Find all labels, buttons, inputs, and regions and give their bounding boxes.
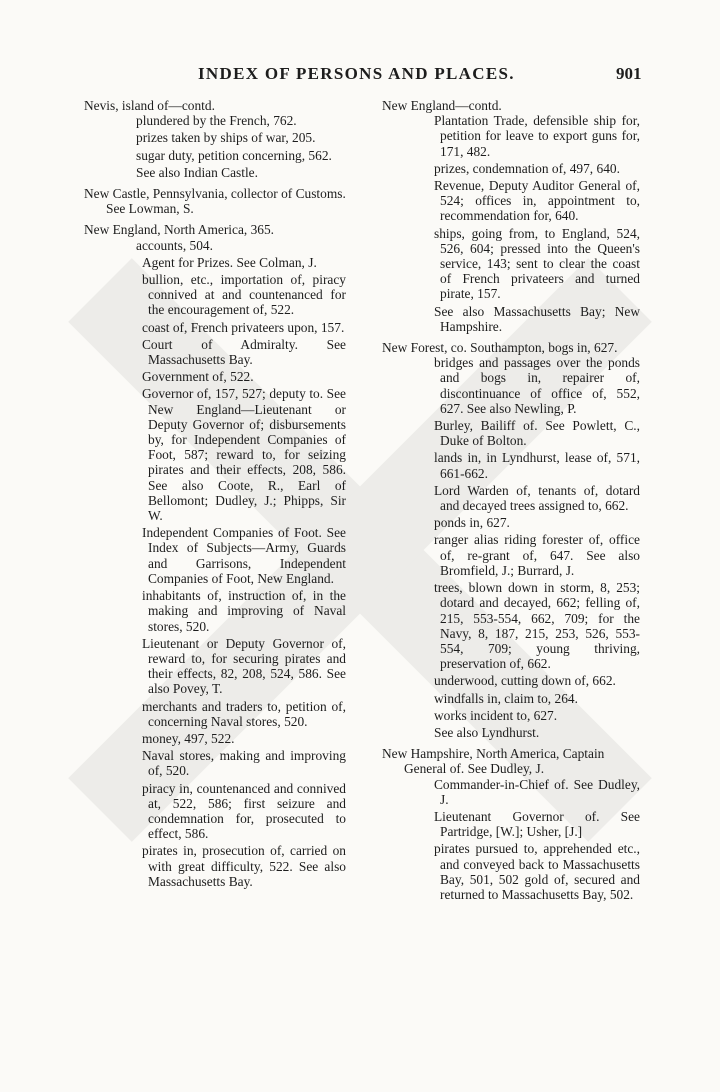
- index-subentry: merchants and traders to, petition of, concerning Naval stores, 520.: [142, 698, 346, 729]
- index-subentry: Government of, 522.: [142, 369, 254, 385]
- page-title: INDEX OF PERSONS AND PLACES.: [198, 64, 515, 83]
- index-entry: New Hampshire, North America, Captain General of. See Dudley, J.: [382, 746, 605, 777]
- index-subentry: bridges and passages over the ponds and bogs in, repairer of, discontinuance of office of, 552, 627. See also Newling, P.: [434, 355, 640, 416]
- index-subentry: piracy in, countenanced and connived at, 522, 586; first seizure and condemnation for, prosecuted to effect, 586.: [142, 780, 346, 842]
- index-subentry: prizes, condemnation of, 497, 640.: [434, 160, 620, 176]
- index-subentry: accounts, 504.: [136, 237, 213, 253]
- index-subentry: Agent for Prizes. See Colman, J.: [142, 254, 317, 270]
- index-subentry: inhabitants of, instruction of, in the making and improving of Naval stores, 520.: [142, 588, 346, 634]
- index-subentry: plundered by the French, 762.: [136, 113, 297, 129]
- index-subentry: Naval stores, making and improving of, 520.: [142, 748, 346, 779]
- index-subentry: See also Lyndhurst.: [434, 724, 540, 740]
- index-subentry: lands in, in Lyndhurst, lease of, 571, 661-662.: [434, 450, 640, 481]
- index-subentry: See also Massachusetts Bay; New Hampshire.: [434, 303, 640, 334]
- index-subentry: windfalls in, claim to, 264.: [434, 690, 578, 706]
- index-subentry: works incident to, 627.: [434, 707, 558, 723]
- index-subentry: pirates in, prosecution of, carried on with great difficulty, 522. See also Massachusetts Bay.: [142, 843, 346, 889]
- page-header: [0, 64, 720, 88]
- index-subentry: Lord Warden of, tenants of, dotard and decayed trees assigned to, 662.: [434, 482, 640, 514]
- index-subentry: Lieutenant or Deputy Governor of, reward to, for securing pirates and their effects, 82, 208, 524, 586. See also Povey, T.: [142, 635, 346, 697]
- index-entry: New Castle, Pennsylvania, collector of Customs. See Lowman, S.: [84, 186, 346, 217]
- index-subentry: bullion, etc., importation of, piracy connived at and countenanced for the encouragement of, 522.: [142, 272, 346, 318]
- index-subentry: Independent Companies of Foot. See Index of Subjects—Army, Guards and Garrisons, Independent Companies of Foot, New England.: [142, 525, 346, 586]
- index-subentry: Revenue, Deputy Auditor General of, 524; offices in, appointment to, recommendation for, 640.: [434, 178, 640, 224]
- index-subentry: prizes taken by ships of war, 205.: [136, 130, 316, 146]
- page-number: 901: [616, 64, 642, 83]
- index-subentry: coast of, French privateers upon, 157.: [142, 319, 345, 335]
- index-entry: New Forest, co. Southampton, bogs in, 627.: [382, 340, 618, 356]
- index-subentry: pirates pursued to, apprehended etc., and conveyed back to Massachusetts Bay, 501, 502 gold of, secured and returned to Massachusetts Bay, 502.: [434, 841, 640, 902]
- index-subentry: sugar duty, petition concerning, 562.: [136, 147, 332, 163]
- index-subentry: See also Indian Castle.: [136, 164, 258, 180]
- index-subentry: trees, blown down in storm, 8, 253; dotard and decayed, 662; felling of, 215, 553-554, 662, 709; for the Navy, 8, 187, 215, 253, 526, 553-554, 709; young thriving, preservation of, 662.: [434, 580, 640, 672]
- index-subentry: Burley, Bailiff of. See Powlett, C., Duke of Bolton.: [434, 418, 640, 449]
- index-subentry: Court of Admiralty. See Massachusetts Bay.: [142, 336, 346, 368]
- index-subentry: underwood, cutting down of, 662.: [434, 673, 616, 689]
- left-column: [84, 98, 346, 891]
- index-subentry: Governor of, 157, 527; deputy to. See New England—Lieutenant or Deputy Governor of; disbursements by, for Independent Companies of Foot, 587; reward to, for seizing pirates and their effects, 208, 586. See also Coote, R., Earl of Bellomont; Dudley, J.; Phipps, Sir W.: [142, 386, 346, 524]
- index-entry: New England—contd.: [382, 98, 502, 113]
- index-entry: New England, North America, 365.: [84, 222, 275, 238]
- index-subentry: Commander-in-Chief of. See Dudley, J.: [434, 776, 640, 807]
- index-subentry: ponds in, 627.: [434, 515, 510, 531]
- index-subentry: Lieutenant Governor of. See Partridge, [W.]; Usher, [J.]: [434, 808, 640, 840]
- right-column: [382, 98, 640, 904]
- index-entry: Nevis, island of—contd.: [84, 98, 215, 113]
- index-subentry: Plantation Trade, defensible ship for, petition for leave to export guns for, 171, 482.: [434, 113, 640, 159]
- index-subentry: ships, going from, to England, 524, 526, 604; pressed into the Queen's service, 143; sent to clear the coast of French privateers and turned pirate, 157.: [434, 225, 640, 302]
- index-subentry: ranger alias riding forester of, office of, re-grant of, 647. See also Bromfield, J.; Burrard, J.: [434, 532, 640, 578]
- index-subentry: money, 497, 522.: [142, 730, 235, 746]
